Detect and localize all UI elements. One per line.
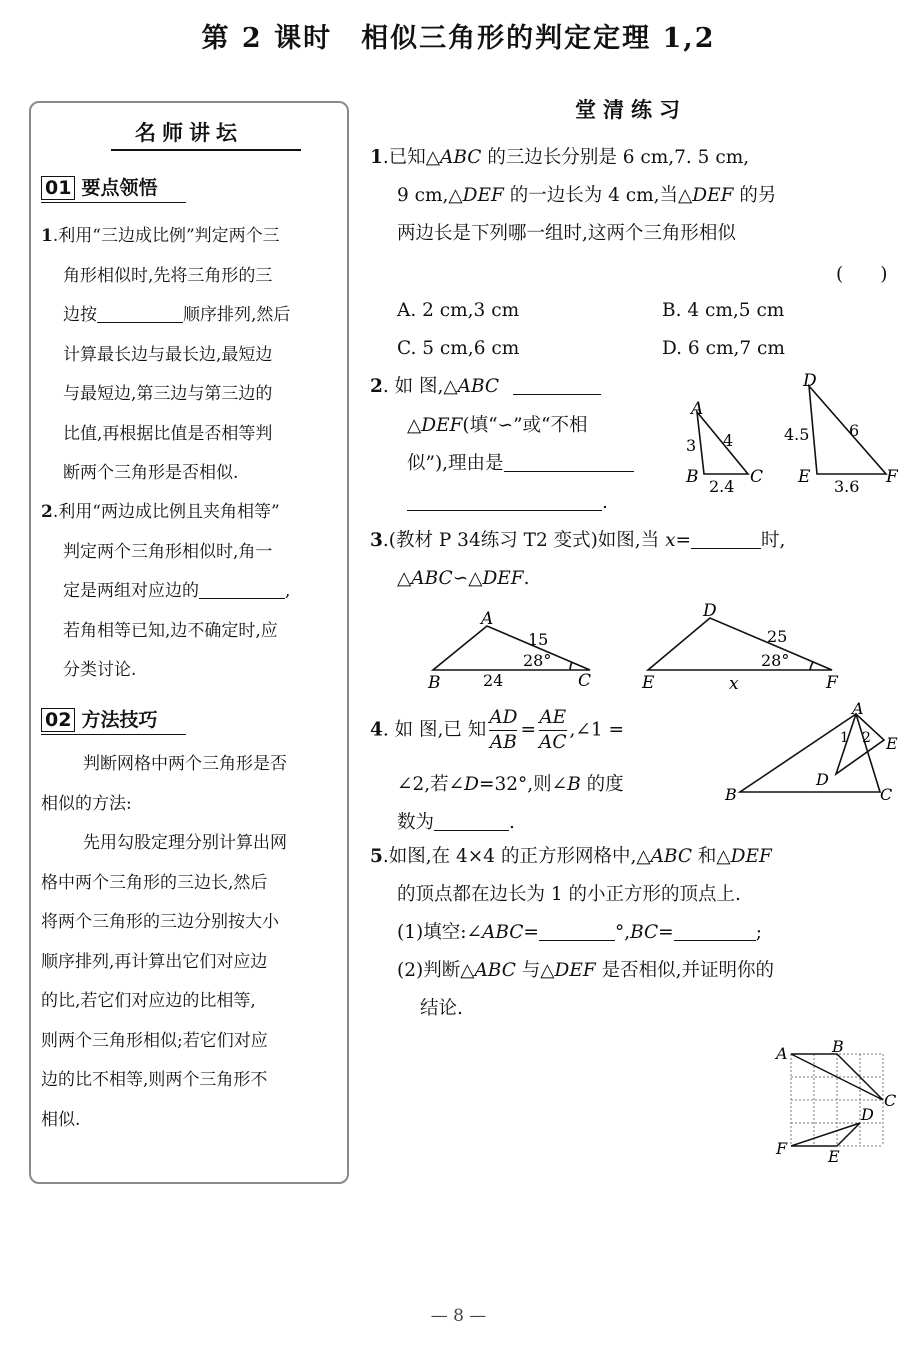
section-heading-key-points xyxy=(41,173,157,200)
label-b: B xyxy=(428,673,441,693)
text: .如图,在 4×4 的正方形网格中,△ xyxy=(382,846,651,867)
text: DEF xyxy=(730,846,772,867)
question-4 xyxy=(370,706,720,842)
sidebar-title-rule xyxy=(111,149,301,151)
text: . 如 图,已 知 xyxy=(382,719,487,741)
label-d: D xyxy=(861,1105,874,1124)
triangle-abc xyxy=(433,626,590,670)
figure-q3-triangles xyxy=(420,600,850,695)
text: (2)判断△ xyxy=(397,960,475,981)
text-line: 分类讨论. xyxy=(63,660,137,680)
text-line: 若角相等已知,边不确定时,应 xyxy=(63,620,278,641)
text-line: 相似. xyxy=(41,1109,81,1130)
side-ef-label: x xyxy=(729,674,739,694)
label-c: C xyxy=(750,467,764,487)
triangle-abc xyxy=(740,714,880,792)
text: 数为 xyxy=(397,812,435,833)
text-line: 顺序排列,再计算出它们对应边 xyxy=(41,951,268,972)
text: DEF xyxy=(482,568,524,589)
section-number: 01 xyxy=(41,176,75,200)
text: = xyxy=(523,922,539,943)
text: = xyxy=(675,530,692,551)
option-d[interactable]: D. 6 cm,7 cm xyxy=(662,338,785,359)
text: = xyxy=(658,922,674,943)
fraction-numerator: AD xyxy=(489,706,517,731)
triangle-def xyxy=(791,1123,860,1146)
angle-c-label: 28° xyxy=(523,651,552,670)
label-b: B xyxy=(725,785,737,804)
text: ABC xyxy=(457,376,500,397)
label-d: D xyxy=(803,371,817,391)
question-5 xyxy=(370,838,905,1028)
text-line: 定是两组对应边的 xyxy=(63,581,199,601)
section-title: 要点领悟 xyxy=(81,177,158,199)
section-underline xyxy=(41,202,186,203)
text: △ xyxy=(397,568,412,589)
text-line: 将两个三角形的三边分别按大小 xyxy=(41,912,279,932)
figure-q2-triangles xyxy=(676,368,906,498)
item-number: 2 xyxy=(41,502,53,522)
text-line: 边的比不相等,则两个三角形不 xyxy=(41,1070,268,1090)
text: 与△ xyxy=(515,960,555,981)
option-b[interactable]: B. 4 cm,5 cm xyxy=(662,300,785,321)
text: = xyxy=(520,719,536,741)
text: 是否相似,并证明你的 xyxy=(595,960,774,981)
question-number: 3 xyxy=(370,530,383,551)
text-line: 格中两个三角形的三边长,然后 xyxy=(41,872,268,893)
text: 的度 xyxy=(580,774,624,795)
text: =32°,则∠ xyxy=(479,774,568,795)
section-underline xyxy=(41,734,186,735)
side-ef-label: 3.6 xyxy=(834,477,860,496)
text: 似”),理由是 xyxy=(407,453,504,474)
angle-f-label: 28° xyxy=(761,651,790,670)
section-number: 02 xyxy=(41,708,75,732)
angle-1-label: 1 xyxy=(840,730,849,746)
page-number: — 8 — xyxy=(430,1306,487,1326)
angle-f-arc xyxy=(810,662,813,670)
text: ABC xyxy=(411,568,453,589)
answer-parenthesis[interactable]: ( ) xyxy=(836,264,888,285)
text-line: 顺序排列,然后 xyxy=(183,305,291,325)
text-line: .利用“两边成比例且夹角相等” xyxy=(52,502,280,522)
label-e: E xyxy=(642,673,655,693)
text-line: 计算最长边与最长边,最短边 xyxy=(63,344,273,365)
text-line: 比值,再根据比值是否相等判 xyxy=(63,423,273,444)
fraction-ae-ac xyxy=(539,706,567,755)
text: ABC xyxy=(474,960,516,981)
label-f: F xyxy=(776,1139,788,1158)
question-number: 2 xyxy=(370,376,383,397)
label-b: B xyxy=(832,1037,844,1056)
option-a[interactable]: A. 2 cm,3 cm xyxy=(397,300,520,321)
grid-lines xyxy=(791,1054,883,1146)
text: ; xyxy=(755,922,762,943)
question-number: 1 xyxy=(370,147,383,168)
text-line: 断两个三角形是否相似. xyxy=(63,463,239,483)
text-line: 结论. xyxy=(420,998,463,1019)
section-heading-methods xyxy=(41,705,157,732)
text: 的一边长为 4 cm,当△ xyxy=(503,185,693,206)
label-a: A xyxy=(481,609,494,629)
text: B xyxy=(567,774,581,795)
label-e: E xyxy=(828,1147,840,1166)
question-1 xyxy=(370,139,905,253)
text-line: , xyxy=(285,581,291,601)
text: 的另 xyxy=(733,185,777,206)
text: (1)填空:∠ xyxy=(397,922,482,943)
text-line: 与最短边,第三边与第三边的 xyxy=(63,384,273,404)
text: . xyxy=(602,491,608,513)
text: D xyxy=(464,774,479,795)
sidebar-title: 名师讲坛 xyxy=(135,120,243,145)
text-line: 相似的方法: xyxy=(41,793,132,814)
text-line: 的比,若它们对应边的比相等, xyxy=(41,991,256,1011)
triangle-def xyxy=(648,618,832,670)
side-df-label: 6 xyxy=(849,421,860,440)
text: ,∠1 = xyxy=(569,719,625,741)
text: 的三边长分别是 6 cm,7. 5 cm, xyxy=(481,147,750,168)
side-bc-label: 24 xyxy=(483,671,504,690)
text: ∽△ xyxy=(452,568,483,589)
text: ABC xyxy=(650,846,693,867)
label-b: B xyxy=(686,467,699,487)
fill-blank[interactable] xyxy=(504,453,634,473)
text: △ xyxy=(407,414,422,436)
text-line: 角形相似时,先将三角形的三 xyxy=(63,265,273,286)
sidebar-panel xyxy=(29,101,349,1184)
label-c: C xyxy=(880,785,893,804)
label-e: E xyxy=(798,467,811,487)
text: x xyxy=(665,530,676,551)
fraction-denominator: AB xyxy=(489,732,517,753)
side-bc-label: 2.4 xyxy=(709,477,735,496)
text: ∠2,若∠ xyxy=(397,774,465,795)
angle-2-label: 2 xyxy=(862,730,871,746)
figure-q5-grid xyxy=(770,1034,905,1169)
fraction-denominator: AC xyxy=(539,732,567,753)
section-title-practice: 堂清练习 xyxy=(575,97,687,122)
text: ABC xyxy=(481,922,524,943)
fraction-numerator: AE xyxy=(539,706,567,731)
text: . 如 图,△ xyxy=(382,376,458,397)
text-line: 则两个三角形相似;若它们对应 xyxy=(41,1030,268,1051)
text: . xyxy=(523,568,530,589)
label-a: A xyxy=(691,399,704,419)
label-a: A xyxy=(776,1044,788,1063)
page-title: 第 2 课时 相似三角形的判定定理 1,2 xyxy=(201,23,716,54)
label-f: F xyxy=(826,673,838,693)
fill-blank[interactable] xyxy=(434,812,509,832)
label-c: C xyxy=(884,1091,897,1110)
fill-blank[interactable] xyxy=(407,491,602,511)
text-line: 的顶点都在边长为 1 的小正方形的顶点上. xyxy=(397,884,741,905)
key-point-2 xyxy=(41,493,341,691)
triangle-def xyxy=(809,386,886,474)
item-number: 1 xyxy=(41,226,53,246)
label-f: F xyxy=(886,467,898,487)
label-a: A xyxy=(852,700,864,718)
option-c[interactable]: C. 5 cm,6 cm xyxy=(397,338,520,359)
text: °, xyxy=(614,922,631,943)
text-line: 先用勾股定理分别计算出网 xyxy=(83,833,287,853)
side-ac-label: 4 xyxy=(723,431,734,450)
section-title: 方法技巧 xyxy=(81,709,158,731)
figure-q4-triangles xyxy=(722,700,907,810)
text: . xyxy=(509,812,515,833)
text-line: 边按 xyxy=(63,305,97,325)
text-line: 判断网格中两个三角形是否 xyxy=(83,754,287,774)
text: .已知△ xyxy=(382,147,440,168)
fill-blank[interactable] xyxy=(674,922,756,942)
question-3 xyxy=(370,522,905,598)
text: 时, xyxy=(761,530,786,551)
side-ab-label: 3 xyxy=(686,436,697,455)
text: DEF xyxy=(554,960,596,981)
method-text xyxy=(41,745,341,1140)
text-line: 两边长是下列哪一组时,这两个三角形相似 xyxy=(397,223,736,244)
fill-blank[interactable] xyxy=(691,530,761,550)
label-d: D xyxy=(703,601,717,621)
fill-blank[interactable] xyxy=(97,305,183,323)
text: 和△ xyxy=(692,846,731,867)
text: BC xyxy=(630,922,659,943)
text: DEF xyxy=(462,185,504,206)
angle-c-arc xyxy=(570,662,572,670)
label-c: C xyxy=(578,671,592,691)
text: ABC xyxy=(439,147,482,168)
key-point-1 xyxy=(41,217,341,494)
label-e: E xyxy=(886,734,898,753)
text-line: 判定两个三角形相似时,角一 xyxy=(63,541,273,562)
question-number: 4 xyxy=(370,719,383,741)
text: (填“∽”或“不相 xyxy=(462,414,588,436)
fraction-ad-ab xyxy=(489,706,517,755)
fill-blank[interactable] xyxy=(199,581,285,599)
question-number: 5 xyxy=(370,846,383,867)
side-de-label: 4.5 xyxy=(784,425,810,444)
text: .(教材 P 34练习 T2 变式)如图,当 xyxy=(382,530,666,551)
text: DEF xyxy=(692,185,734,206)
side-ac-label: 15 xyxy=(528,630,549,649)
label-d: D xyxy=(816,770,829,789)
text: 9 cm,△ xyxy=(397,185,463,206)
side-df-label: 25 xyxy=(767,627,788,646)
fill-blank[interactable] xyxy=(539,922,615,942)
text-line: .利用“三边成比例”判定两个三 xyxy=(52,226,280,246)
question-2 xyxy=(370,368,675,522)
fill-blank[interactable] xyxy=(513,376,601,396)
text: DEF xyxy=(421,414,463,436)
